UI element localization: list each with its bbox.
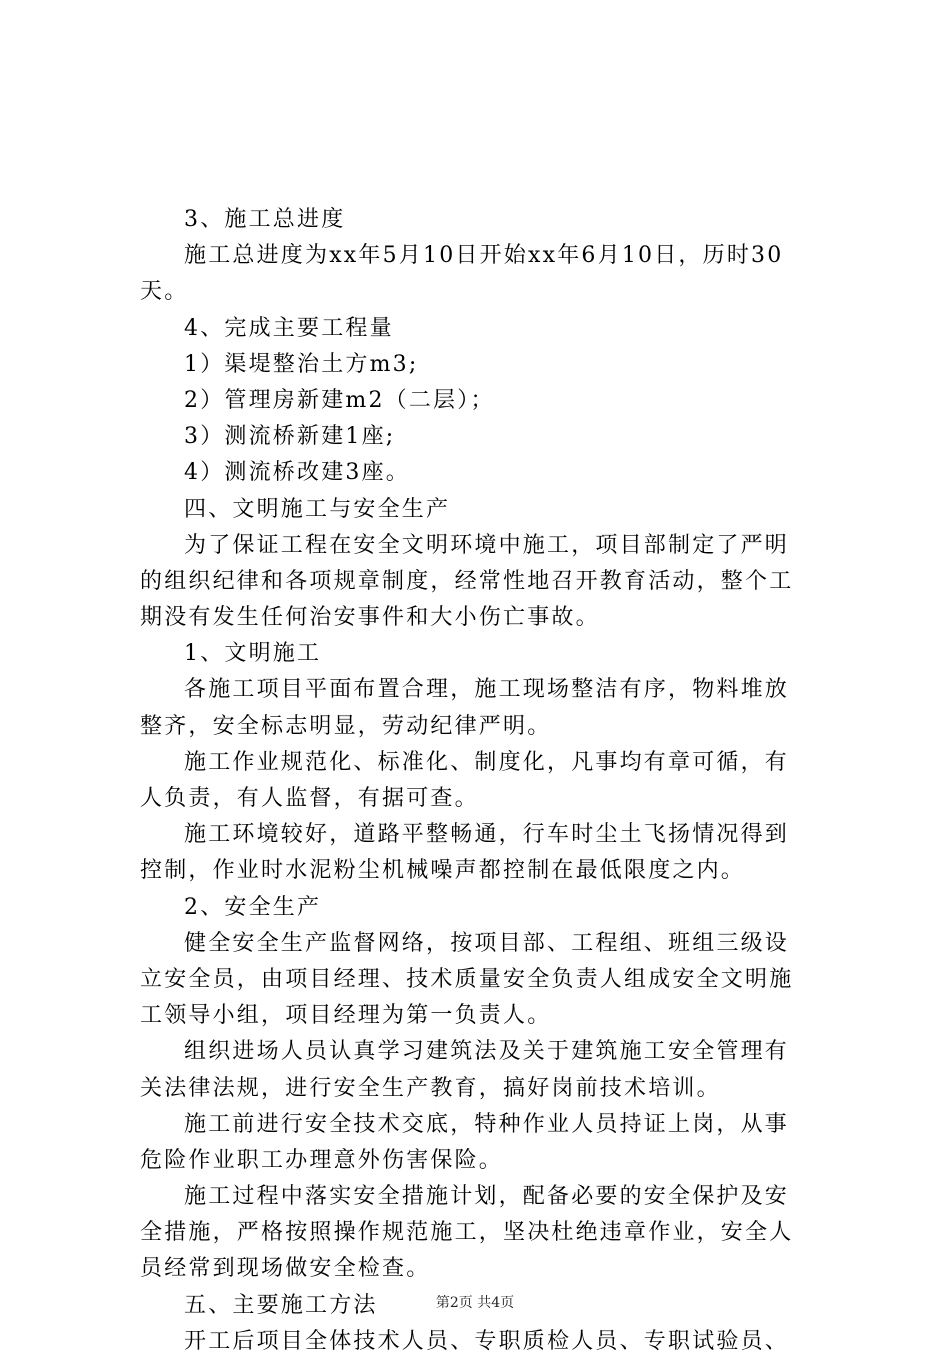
text-line: 组织进场人员认真学习建筑法及关于建筑施工安全管理有	[184, 1039, 790, 1065]
text-line: 四、文明施工与安全生产	[184, 496, 451, 522]
text-line: 2、安全生产	[184, 894, 322, 920]
text-line: 危险作业职工办理意外伤害保险。	[140, 1147, 504, 1173]
text-line: 1、文明施工	[184, 641, 322, 667]
text-line: 施工前进行安全技术交底，特种作业人员持证上岗，从事	[184, 1111, 790, 1137]
text-line: 3）测流桥新建1座;	[184, 424, 396, 450]
text-line: 4、完成主要工程量	[184, 315, 394, 341]
text-line: 2）管理房新建m2（二层）；	[184, 387, 495, 413]
text-line: 为了保证工程在安全文明环境中施工，项目部制定了严明	[184, 532, 790, 558]
text-line: 4）测流桥改建3座。	[184, 460, 410, 486]
text-line: 控制，作业时水泥粉尘机械噪声都控制在最低限度之内。	[140, 858, 746, 884]
text-line: 天。	[140, 279, 189, 305]
text-line: 人负责，有人监督，有据可查。	[140, 786, 479, 811]
text-line: 立安全员，由项目经理、技术质量安全负责人组成安全文明施	[140, 966, 794, 992]
text-line: 工领导小组，项目经理为第一负责人。	[140, 1003, 552, 1029]
text-line: 开工后项目全体技术人员、专职质检人员、专职试验员、	[184, 1328, 790, 1354]
text-line: 员经常到现场做安全检查。	[140, 1256, 431, 1282]
text-line: 关法律法规，进行安全生产教育，搞好岗前技术培训。	[140, 1075, 721, 1101]
text-line: 各施工项目平面布置合理，施工现场整洁有序，物料堆放	[184, 677, 790, 703]
text-line: 的组织纪律和各项规章制度，经常性地召开教育活动，整个工	[140, 568, 794, 594]
text-line: 施工过程中落实安全措施计划，配备必要的安全保护及安	[184, 1184, 790, 1210]
text-line: 施工作业规范化、标准化、制度化，凡事均有章可循，有	[184, 749, 790, 775]
document-body	[140, 202, 840, 1360]
text-line: 期没有发生任何治安事件和大小伤亡事故。	[140, 605, 600, 631]
page-footer: 第2页 共4页	[435, 1295, 515, 1311]
text-line: 施工总进度为xx年5月10日开始xx年6月10日，历时30	[184, 243, 784, 269]
text-line: 五、主要施工方法	[184, 1292, 378, 1318]
text-line: 3、施工总进度	[184, 207, 346, 232]
text-line: 施工环境较好，道路平整畅通，行车时尘土飞扬情况得到	[184, 822, 790, 848]
text-line: 健全安全生产监督网络，按项目部、工程组、班组三级设	[184, 930, 790, 956]
text-line: 全措施，严格按照操作规范施工，坚决杜绝违章作业，安全人	[140, 1220, 794, 1246]
text-line: 整齐，安全标志明显，劳动纪律严明。	[140, 713, 552, 739]
text-line: 1）渠堤整治土方m3;	[184, 351, 419, 377]
